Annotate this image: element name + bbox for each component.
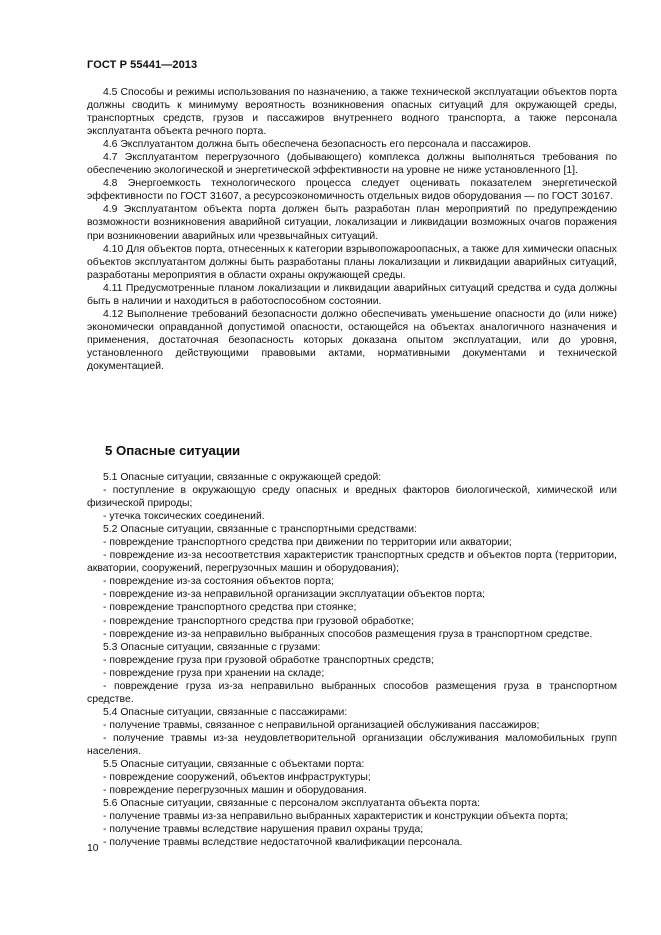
list-line: - утечка токсических соединений. [103, 511, 265, 523]
list-line: - получение травмы вследствие недостаточной квалификации персонала. [103, 837, 463, 849]
requirements-section-4 [87, 86, 617, 373]
paragraph-4-8: 4.8 Энергоемкость технологического процесса следует оценивать показателем энергетической эффективности по ГОСТ 31607, а ресурсоэкономичность отдельных видов оборудования — по ГОСТ 30167. [87, 178, 617, 203]
list-line: - повреждение груза из-за неправильно выбранных способов размещения груза в транспортном средстве. [87, 680, 617, 705]
list-line: - получение травмы вследствие нарушения правил охраны труда; [103, 824, 424, 836]
list-line: - повреждение транспортного средства при движении по территории или акватории; [103, 537, 512, 549]
list-line: - повреждение груза при хранении на складе; [103, 667, 325, 679]
list-line: 5.1 Опасные ситуации, связанные с окружающей средой: [103, 472, 382, 483]
list-line: - повреждение из-за несоответствия характеристик транспортных средств и объектов порта (территории, акватории, сооружений, перегрузочных машин и оборудования); [87, 550, 617, 575]
list-line: - получение травмы из-за неправильно выбранных характеристик и конструкции объекта порта; [103, 811, 569, 823]
list-line: 5.4 Опасные ситуации, связанные с пассажирами: [103, 706, 348, 718]
hazard-list [87, 471, 617, 849]
list-line: - получение травмы, связанное с неправильной организацией обслуживания пассажиров; [103, 719, 540, 731]
list-line: - повреждение из-за неправильной организации эксплуатации объектов порта; [103, 589, 486, 601]
document-code-header: ГОСТ Р 55441—2013 [87, 59, 198, 71]
list-line: - повреждение перегрузочных машин и оборудования. [103, 785, 367, 797]
paragraph-4-7: 4.7 Эксплуатантом перегрузочного (добывающего) комплекса должны выполняться требования по обеспечению экологической и энергетической эффективности на уровне не ниже установленного [1]. [87, 152, 617, 177]
list-line: - повреждение из-за неправильно выбранных способов размещения груза в транспортном средстве. [103, 628, 593, 640]
list-line: 5.5 Опасные ситуации, связанные с объектами порта: [103, 759, 365, 771]
section-5-title: 5 Опасные ситуации [105, 443, 241, 458]
list-line: - повреждение транспортного средства при грузовой обработке; [103, 615, 414, 627]
list-line: - повреждение из-за состояния объектов порта; [103, 576, 334, 588]
paragraph-4-5: 4.5 Способы и режимы использования по назначению, а также технической эксплуатации объектов порта должны сводить к минимуму вероятность возникновения опасных ситуаций для окружающей среды, транспортных средств, грузов и пассажиров внутреннего водного транспорта, а также персонала эксплуатанта объекта речного порта. [87, 87, 617, 138]
list-line: 5.6 Опасные ситуации, связанные с персоналом эксплуатанта объекта порта: [103, 798, 481, 810]
paragraph-4-10: 4.10 Для объектов порта, отнесенных к категории взрывопожароопасных, а также для химически опасных объектов эксплуатантом должны быть разработаны планы локализации и ликвидации аварийных ситуаций, разработаны мероприятия в области охраны окружающей среды. [87, 243, 617, 281]
paragraph-4-11: 4.11 Предусмотренные планом локализации и ликвидации аварийных ситуаций средства и суда должны быть в наличии и находиться в работоспособном состоянии. [87, 282, 617, 307]
page-number: 10 [87, 843, 99, 854]
list-line: - повреждение сооружений, объектов инфраструктуры; [103, 772, 371, 784]
paragraph-4-12: 4.12 Выполнение требований безопасности должно обеспечивать уменьшение опасности до (или ниже) экономически оправданной допустимой опасности, остающейся на объектах аналогичного назначения и применения, достаточная безопасность которых доказана опытом эксплуатации, или до уровня, установленного действующими правовыми актами, нормативными документами и технической документацией. [87, 308, 617, 372]
list-line: - поступление в окружающую среду опасных и вредных факторов биологической, химической или физической природы; [87, 485, 617, 510]
list-line: 5.3 Опасные ситуации, связанные с грузами: [103, 641, 321, 653]
list-line: 5.2 Опасные ситуации, связанные с транспортными средствами: [103, 524, 417, 536]
list-line: - повреждение транспортного средства при стоянке; [103, 602, 357, 614]
list-line: - повреждение груза при грузовой обработке транспортных средств; [103, 654, 434, 666]
paragraph-4-9: 4.9 Эксплуатантом объекта порта должен быть разработан план мероприятий по предупреждению возможности возникновения аварийной ситуации, локализации и ликвидации возможных очагов поражения при возникновении аварийных или чрезвычайных ситуаций. [87, 204, 617, 242]
list-line: - получение травмы из-за неудовлетворительной организации обслуживания маломобильных групп населения. [87, 732, 617, 757]
paragraph-4-6: 4.6 Эксплуатантом должна быть обеспечена безопасность его персонала и пассажиров. [103, 139, 532, 151]
